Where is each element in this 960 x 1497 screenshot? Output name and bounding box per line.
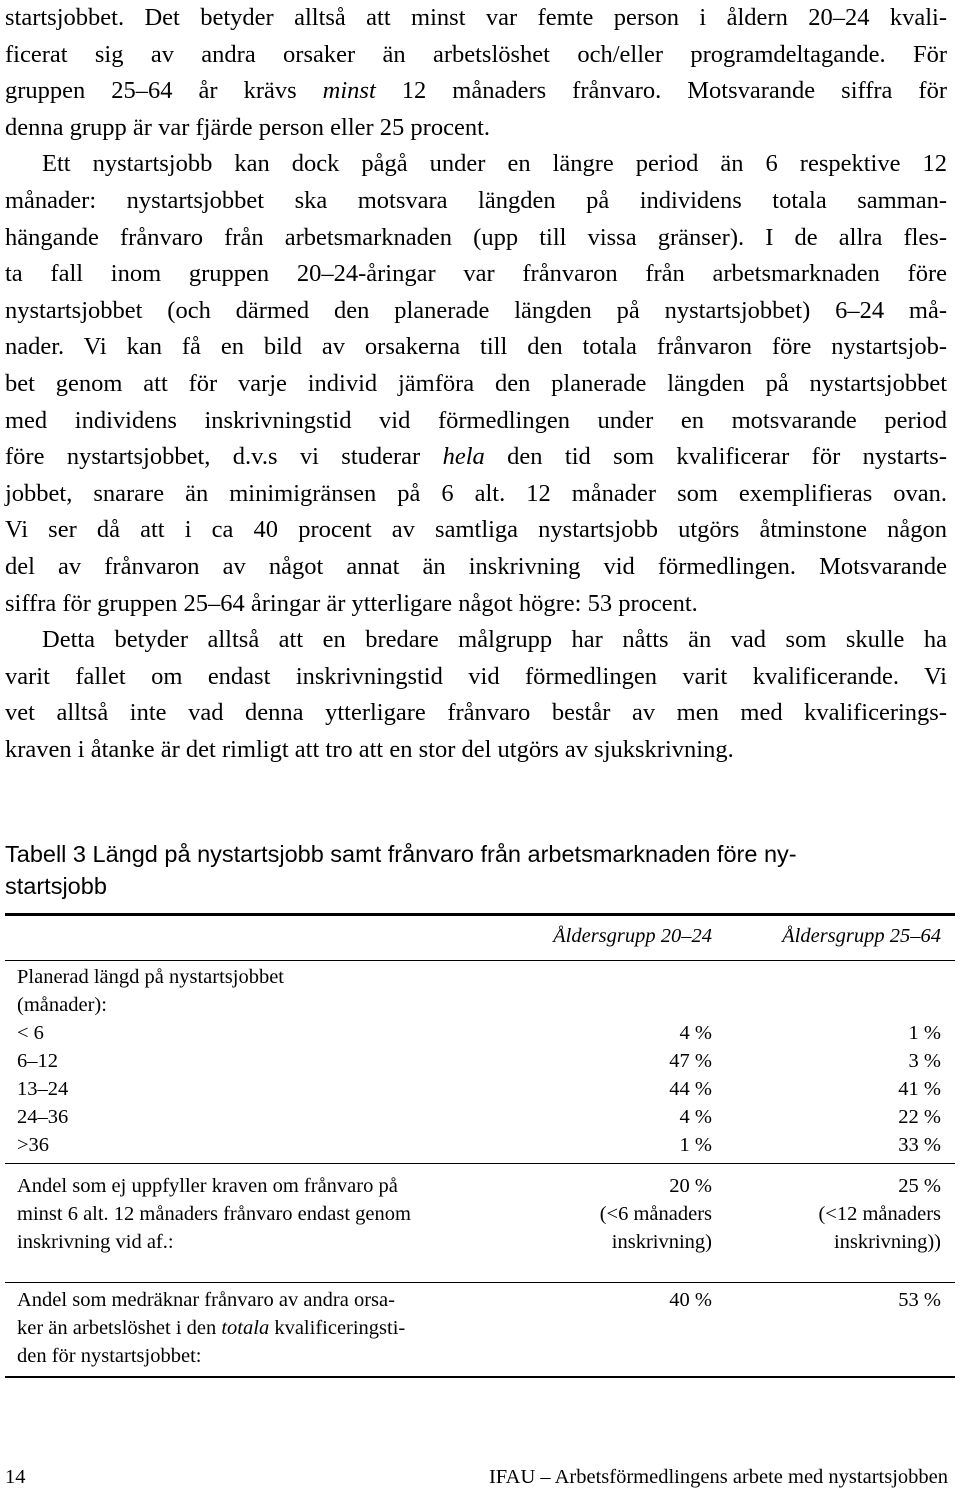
text-line: startsjobbet. Det betyder alltså att minst var femte person i åldern 20–24 kvali- [5, 4, 947, 31]
text-fragment: gruppen 25–64 år krävs [5, 77, 323, 105]
table-section-3-25-64 [740, 1286, 941, 1314]
table-cell: 4 % [679, 1022, 712, 1044]
table-section-3-20-24 [520, 1286, 712, 1314]
text-line: kraven i åtanke är det rimligt att tro att en stor del utgörs av sjukskrivning. [5, 735, 734, 763]
text-line [5, 73, 947, 110]
table-column-25-64 [740, 1019, 941, 1159]
caption-line: startsjobb [5, 873, 107, 899]
table-cell: 41 % [898, 1078, 941, 1100]
row-label: >36 [17, 1134, 50, 1156]
text-fragment: ker än arbetslöshet i den [17, 1317, 222, 1339]
table-section-2-25-64 [740, 1172, 941, 1256]
text-line: bet genom att för varje individ jämföra den planerade längden på nystartsjobbet [5, 369, 947, 397]
column-header-text: Åldersgrupp 20–24 [553, 925, 712, 947]
row-label: 24–36 [17, 1106, 69, 1128]
table-cell: inskrivning) [611, 1231, 712, 1253]
paragraph-3 [5, 622, 947, 768]
text-line [5, 439, 947, 476]
table-section-label [17, 963, 497, 1159]
column-header-25-64 [740, 922, 941, 950]
text-line: Vi ser då att i ca 40 procent av samtliga nystartsjobb utgörs åtminstone någon [5, 516, 947, 544]
text-line: Ett nystartsjobb kan dock pågå under en längre period än 6 respektive 12 [42, 150, 947, 178]
caption-line: Tabell 3 Längd på nystartsjobb samt frånvaro från arbetsmarknaden före ny- [5, 841, 797, 867]
body-text [5, 0, 947, 768]
header-rule [5, 960, 955, 961]
row-label [17, 1314, 497, 1342]
table-cell: inskrivning)) [833, 1231, 941, 1253]
table-cell: 4 % [679, 1106, 712, 1128]
row-label: 13–24 [17, 1078, 69, 1100]
text-line: del av frånvaron av något annat än inskrivning vid förmedlingen. Motsvarande [5, 552, 947, 580]
text-line: ta fall inom gruppen 20–24-åringar var frånvaron från arbetsmarknaden före [5, 260, 947, 288]
text-line: nader. Vi kan få en bild av orsakerna till den totala frånvaron före nystartsjob- [5, 333, 947, 361]
table-cell: 33 % [898, 1134, 941, 1156]
table-cell: 3 % [908, 1050, 941, 1072]
text-line: siffra för gruppen 25–64 åringar är ytterligare något högre: 53 procent. [5, 589, 698, 617]
table-caption [5, 838, 905, 902]
emphasis: totala [221, 1317, 270, 1339]
table-cell: 1 % [908, 1022, 941, 1044]
text-line: denna grupp är var fjärde person eller 25 procent. [5, 113, 491, 141]
text-line: ficerat sig av andra orsaker än arbetslöshet och/eller programdeltagande. För [5, 40, 947, 68]
text-fragment: före nystartsjobbet, d.v.s vi studerar [5, 443, 443, 471]
row-label: < 6 [17, 1022, 44, 1044]
text-line: månader: nystartsjobbet ska motsvara längden på individens totala samman- [5, 186, 947, 214]
table-cell: 22 % [898, 1106, 941, 1128]
row-label: den för nystartsjobbet: [17, 1345, 202, 1367]
text-line: jobbet, snarare än minimigränsen på 6 alt. 12 månader som exemplifieras ovan. [5, 479, 947, 507]
text-fragment: den tid som kvalificerar för nystarts- [484, 443, 947, 471]
text-line: med individens inskrivningstid vid förmedlingen under en motsvarande period [5, 406, 947, 434]
table-section-2-label [17, 1172, 497, 1256]
text-line: Detta betyder alltså att en bredare målgrupp har nåtts än vad som skulle ha [42, 626, 947, 654]
table-cell: 47 % [669, 1050, 712, 1072]
row-label: inskrivning vid af.: [17, 1231, 174, 1253]
running-title: IFAU – Arbetsförmedlingens arbete med nystartsjobben [488, 1466, 948, 1488]
table-cell: 25 % [898, 1175, 941, 1197]
table-column-20-24 [520, 1019, 712, 1159]
table-cell: (<6 månaders [599, 1203, 712, 1225]
emphasis: minst [322, 77, 376, 105]
row-label: minst 6 alt. 12 månaders frånvaro endast genom [17, 1203, 411, 1225]
emphasis: hela [442, 443, 485, 471]
table-bottom-rule [5, 1376, 955, 1378]
table-cell: 53 % [898, 1289, 941, 1311]
table-cell: 20 % [669, 1175, 712, 1197]
table-cell: (<12 månaders [818, 1203, 941, 1225]
table-cell: 1 % [679, 1134, 712, 1156]
row-label: (månader): [17, 994, 107, 1016]
text-line: varit fallet om endast inskrivningstid vid förmedlingen varit kvalificerande. Vi [5, 662, 947, 690]
column-header-text: Åldersgrupp 25–64 [782, 925, 941, 947]
table-cell: 44 % [669, 1078, 712, 1100]
section-rule [5, 1282, 955, 1283]
row-label: Andel som medräknar frånvaro av andra orsa- [17, 1289, 395, 1311]
table-section-2-20-24 [520, 1172, 712, 1256]
text-line: nystartsjobbet (och därmed den planerade längden på nystartsjobbet) 6–24 må- [5, 296, 947, 324]
text-line: hängande frånvaro från arbetsmarknaden (upp till vissa gränser). I de allra fles- [5, 223, 947, 251]
table-cell: 40 % [669, 1289, 712, 1311]
section-rule [5, 1163, 955, 1164]
page-number: 14 [5, 1466, 26, 1488]
text-fragment: kvalificeringsti- [269, 1317, 406, 1339]
table-section-3-label [17, 1286, 497, 1370]
row-label: Planerad längd på nystartsjobbet [17, 966, 285, 988]
row-label: Andel som ej uppfyller kraven om frånvaro på [17, 1175, 398, 1197]
row-label: 6–12 [17, 1050, 58, 1072]
paragraph-2 [5, 146, 947, 622]
table-top-rule [5, 913, 955, 916]
paragraph-1 [5, 0, 947, 146]
text-fragment: 12 månaders frånvaro. Motsvarande siffra för [375, 77, 947, 105]
text-line: vet alltså inte vad denna ytterligare frånvaro består av men med kvalificerings- [5, 699, 947, 727]
column-header-20-24 [497, 922, 712, 950]
